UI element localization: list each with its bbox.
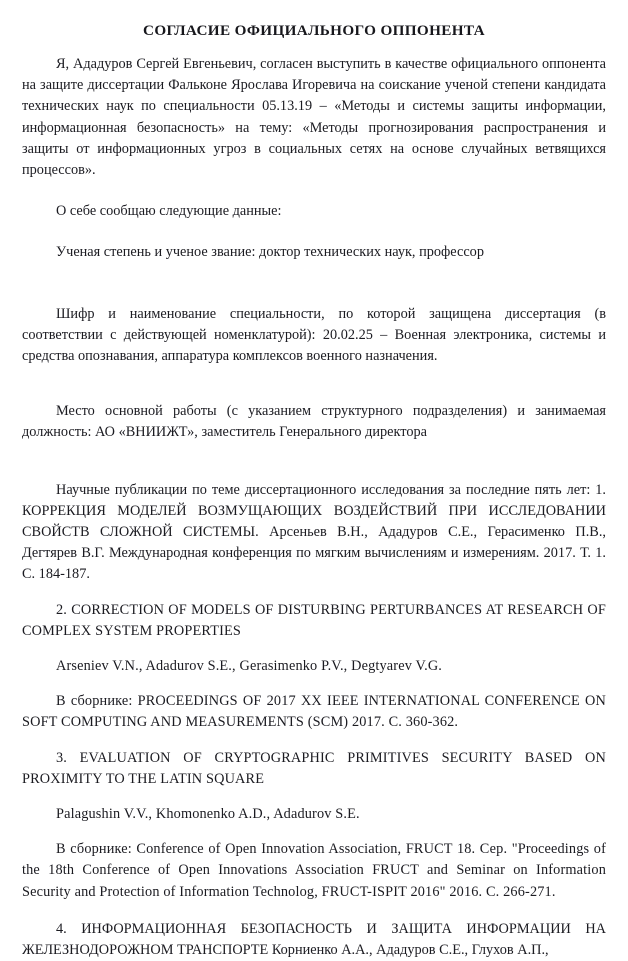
paragraph-about-myself: О себе сообщаю следующие данные: xyxy=(56,203,282,220)
paragraph-place-of-work: Место основной работы (с указанием структурного подразделения) и занимаемая должность: АО «ВНИИЖТ», заместитель Генерального директора xyxy=(22,403,606,441)
publication-2-title: 2. CORRECTION OF MODELS OF DISTURBING PERTURBANCES AT RESEARCH OF COMPLEX SYSTEM PROPERTIES xyxy=(22,601,606,639)
publication-2-source: В сборнике: PROCEEDINGS OF 2017 XX IEEE INTERNATIONAL CONFERENCE ON SOFT COMPUTING AND MEASUREMENTS (SCM) 2017. С. 360-362. xyxy=(22,693,606,731)
paragraph-specialty-code: Шифр и наименование специальности, по которой защищена диссертация (в соответствии с действующей номенклатурой): 20.02.25 – Военная электроника, системы и средства опознавания, аппаратура комплексов военного назначения. xyxy=(22,305,606,365)
publication-3-authors: Palagushin V.V., Khomonenko A.D., Adadurov S.E. xyxy=(56,806,360,823)
publication-4: 4. ИНФОРМАЦИОННАЯ БЕЗОПАСНОСТЬ И ЗАЩИТА ИНФОРМАЦИИ НА ЖЕЛЕЗНОДОРОЖНОМ ТРАНСПОРТЕ Корниенко А.А., Ададуров С.Е., Глухов А.П., xyxy=(22,920,606,959)
publication-3-source: В сборнике: Conference of Open Innovation Association, FRUCT 18. Сер. "Proceedings of the 18th Conference of Open Innovations Association FRUCT and Seminar on Information Security and Protection of Information Technolog, FRUCT-ISPIT 2016" 2016. С. 266-271. xyxy=(22,841,606,900)
page-title: СОГЛАСИЕ ОФИЦИАЛЬНОГО ОППОНЕНТА xyxy=(143,22,485,39)
publication-3-title: 3. EVALUATION OF CRYPTOGRAPHIC PRIMITIVES SECURITY BASED ON PROXIMITY TO THE LATIN SQUARE xyxy=(22,749,606,787)
paragraph-degree-and-title: Ученая степень и ученое звание: доктор технических наук, профессор xyxy=(56,244,484,261)
paragraph-publications-intro: Научные публикации по теме диссертационного исследования за последние пять лет: 1. КОРРЕКЦИЯ МОДЕЛЕЙ ВОЗМУЩАЮЩИХ ВОЗДЕЙСТВИЙ ПРИ ИССЛЕДОВАНИИ СВОЙСТВ СЛОЖНОЙ СИСТЕМЫ. Арсеньев В.Н., Ададуров С.Е., Герасименко П.В., Дегтярев В.Г. Международная конференция по мягким вычислениям и измерениям. 2017. Т. 1. С. 184-187. xyxy=(22,481,606,583)
paragraph-consent-statement: Я, Ададуров Сергей Евгеньевич, согласен выступить в качестве официального оппонента на защите диссертации Фальконе Ярослава Игоревича на соискание ученой степени кандидата технических наук по специальности 05.13.19 – «Методы и системы защиты информации, информационная безопасность» на тему: «Методы прогнозирования распространения и защиты от информационных угроз в социальных сетях на основе случайных ветвящихся процессов». xyxy=(22,56,606,179)
publication-2-authors: Arseniev V.N., Adadurov S.E., Gerasimenko P.V., Degtyarev V.G. xyxy=(56,658,443,675)
